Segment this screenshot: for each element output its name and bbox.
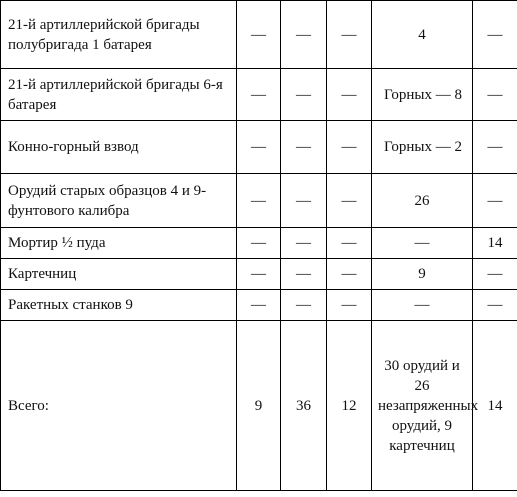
cell: — — [281, 1, 327, 69]
cell: — — [237, 290, 281, 321]
cell: — — [372, 228, 473, 259]
cell: 30 орудий и 26 незапряженных орудий, 9 картечниц — [372, 321, 473, 491]
cell: — — [327, 121, 372, 174]
row-label: 21-й артиллерийской бригады полубригада 1 батарея — [1, 1, 237, 69]
table-row — [1, 259, 517, 290]
table-row — [1, 321, 517, 491]
cell: — — [237, 259, 281, 290]
row-label: Мортир ½ пуда — [1, 228, 237, 259]
cell: — — [327, 259, 372, 290]
table-row — [1, 228, 517, 259]
cell: — — [473, 174, 517, 228]
row-label: 21-й артиллерийской бригады 6-я батарея — [1, 69, 237, 121]
cell: — — [281, 121, 327, 174]
cell: 9 — [237, 321, 281, 491]
cell: — — [281, 259, 327, 290]
cell: — — [473, 1, 517, 69]
row-label: Конно-горный взвод — [1, 121, 237, 174]
cell: — — [473, 69, 517, 121]
total-label: Всего: — [1, 321, 237, 491]
cell: — — [237, 69, 281, 121]
cell: — — [327, 69, 372, 121]
cell: — — [281, 290, 327, 321]
cell: — — [281, 228, 327, 259]
cell: — — [281, 69, 327, 121]
cell: 14 — [473, 321, 517, 491]
cell: — — [473, 121, 517, 174]
table-row — [1, 290, 517, 321]
cell: — — [281, 174, 327, 228]
cell: — — [327, 290, 372, 321]
cell: — — [237, 174, 281, 228]
cell: 14 — [473, 228, 517, 259]
cell: — — [327, 174, 372, 228]
cell: Горных — 8 — [372, 69, 473, 121]
row-label: Ракетных станков 9 — [1, 290, 237, 321]
table-row — [1, 174, 517, 228]
cell: — — [237, 1, 281, 69]
cell: — — [473, 290, 517, 321]
cell: — — [237, 228, 281, 259]
cell: 9 — [372, 259, 473, 290]
cell: — — [327, 228, 372, 259]
cell: 12 — [327, 321, 372, 491]
table-row — [1, 121, 517, 174]
table-row — [1, 69, 517, 121]
cell: — — [473, 259, 517, 290]
cell: Горных — 2 — [372, 121, 473, 174]
cell: — — [372, 290, 473, 321]
table-row — [1, 1, 517, 69]
cell: 26 — [372, 174, 473, 228]
cell: 4 — [372, 1, 473, 69]
cell: — — [237, 121, 281, 174]
row-label: Орудий старых образцов 4 и 9-фунтового калибра — [1, 174, 237, 228]
cell: 36 — [281, 321, 327, 491]
row-label: Картечниц — [1, 259, 237, 290]
cell: — — [327, 1, 372, 69]
